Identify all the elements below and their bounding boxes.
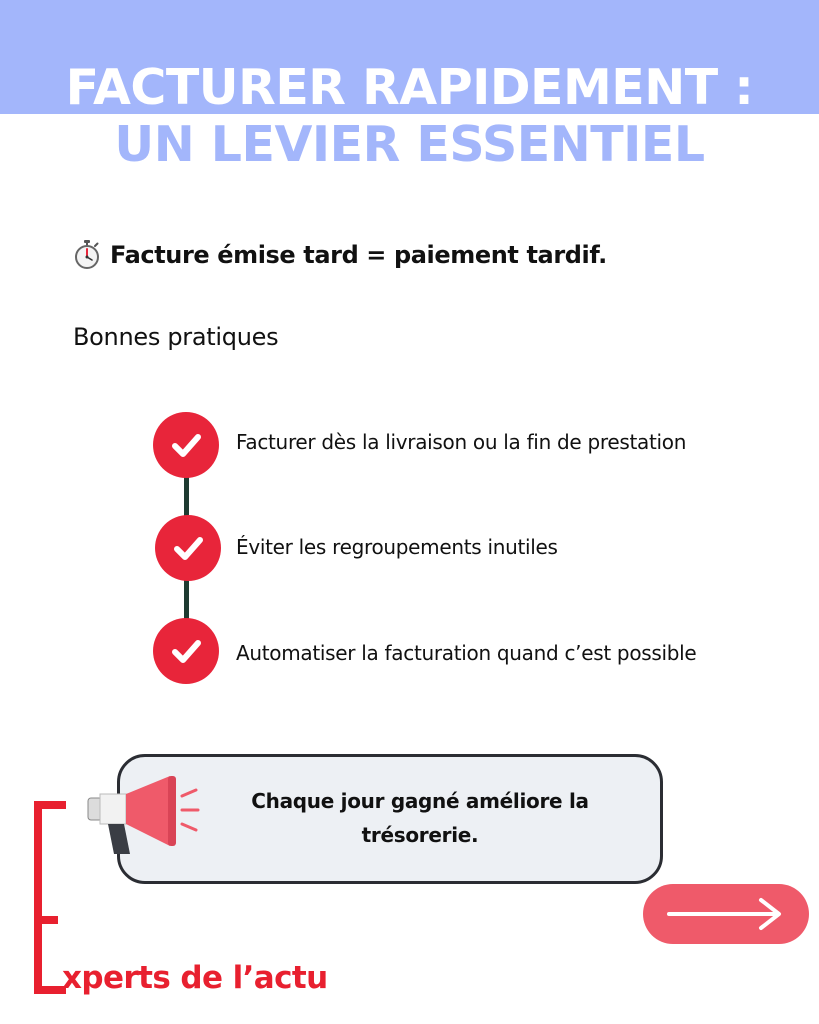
brand-name: xperts de l’actu bbox=[62, 960, 328, 996]
page-title-line2: UN LEVIER ESSENTIEL bbox=[114, 116, 705, 173]
next-arrow-button[interactable] bbox=[643, 884, 809, 944]
practice-item-3: Automatiser la facturation quand c’est possible bbox=[236, 641, 697, 665]
section-title: Bonnes pratiques bbox=[73, 323, 279, 351]
check-icon bbox=[153, 412, 219, 478]
headline-text: Facture émise tard = paiement tardif. bbox=[110, 241, 607, 269]
practice-item-1: Facturer dès la livraison ou la fin de prestation bbox=[236, 430, 687, 454]
page-title-line1: FACTURER RAPIDEMENT : bbox=[65, 59, 754, 116]
check-icon bbox=[153, 618, 219, 684]
callout-text: Chaque jour gagné améliore la trésorerie. bbox=[251, 789, 589, 847]
megaphone-icon bbox=[80, 770, 205, 865]
arrow-right-icon bbox=[661, 894, 791, 934]
headline bbox=[74, 240, 607, 270]
stopwatch-icon bbox=[74, 240, 100, 270]
practice-item-2: Éviter les regroupements inutiles bbox=[236, 535, 558, 559]
check-icon bbox=[155, 515, 221, 581]
